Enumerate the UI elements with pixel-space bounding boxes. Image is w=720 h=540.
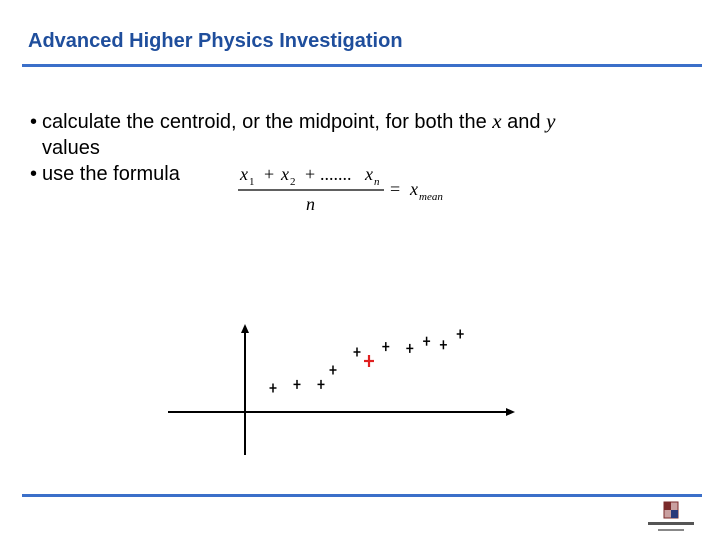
crest-quarter — [664, 502, 671, 510]
variable-x: x — [492, 109, 502, 133]
data-point — [318, 380, 325, 389]
bullet-text: use the formula — [42, 163, 180, 185]
bullet-and: and — [507, 111, 541, 133]
bottom-divider — [22, 494, 702, 497]
data-point — [270, 384, 277, 393]
mean-formula — [238, 160, 468, 220]
data-point — [457, 330, 464, 339]
bullet-item-centroid — [30, 108, 690, 161]
data-point — [382, 342, 389, 351]
formula-x1: x — [240, 164, 248, 184]
formula-subn: n — [374, 176, 380, 188]
data-point — [294, 380, 301, 389]
formula-plus2: + — [305, 164, 316, 184]
formula-xn: x — [365, 164, 373, 184]
top-divider — [22, 64, 702, 67]
x-axis-arrow — [506, 408, 515, 416]
data-point — [330, 366, 337, 375]
college-crest-logo — [646, 500, 696, 536]
formula-x2: x — [281, 164, 289, 184]
y-axis-arrow — [241, 324, 249, 333]
crest-quarter — [671, 510, 678, 518]
formula-sub2: 2 — [290, 176, 296, 188]
centroid-point — [364, 355, 374, 367]
data-point — [406, 344, 413, 353]
bullet-marker: • — [30, 111, 38, 133]
data-point — [440, 340, 447, 349]
logo-wordmark — [648, 522, 694, 525]
formula-submean: mean — [419, 191, 443, 203]
variable-y: y — [546, 109, 556, 133]
formula-equals: = — [390, 179, 401, 199]
chart-axes — [168, 324, 515, 455]
formula-sub1: 1 — [249, 176, 255, 188]
data-point — [354, 348, 361, 357]
formula-xmean: x — [410, 179, 418, 199]
bullet-continuation: values — [42, 137, 100, 159]
slide-title: Advanced Higher Physics Investigation — [28, 30, 403, 52]
logo-wordmark-sub — [658, 529, 684, 531]
data-point — [423, 337, 430, 346]
data-points — [270, 330, 464, 393]
bullet-text: calculate the centroid, or the midpoint, for both the — [42, 111, 487, 133]
bullet-marker: • — [30, 163, 38, 185]
formula-dots: ....... — [320, 164, 352, 184]
scatter-chart — [160, 300, 520, 460]
formula-n: n — [306, 194, 315, 214]
formula-plus1: + — [264, 164, 275, 184]
